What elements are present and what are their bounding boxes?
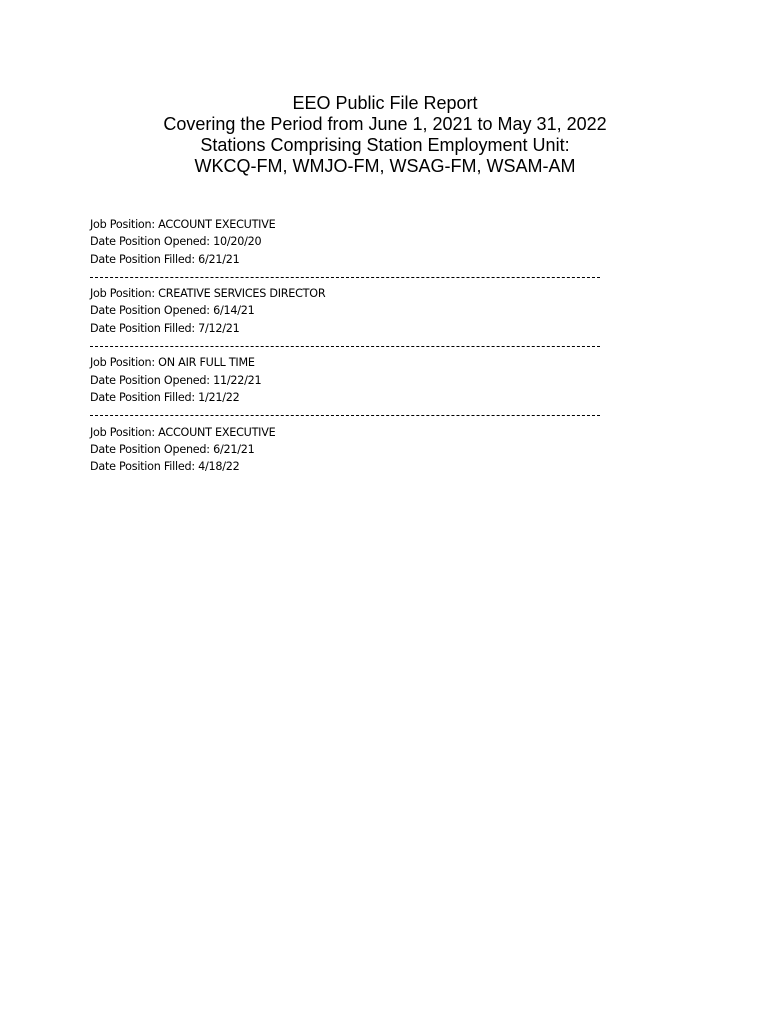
employment-unit-label: Stations Comprising Station Employment Unit: <box>200 135 570 155</box>
job-position: Job Position: ACCOUNT EXECUTIVE <box>90 425 276 439</box>
job-entry <box>90 424 610 476</box>
job-entry <box>90 285 610 337</box>
date-opened: Date Position Opened: 6/14/21 <box>90 304 255 318</box>
job-position: Job Position: ACCOUNT EXECUTIVE <box>90 218 276 231</box>
job-entry <box>90 216 610 268</box>
station-list: WKCQ-FM, WMJO-FM, WSAG-FM, WSAM-AM <box>194 156 576 176</box>
date-filled: Date Position Filled: 1/21/22 <box>90 390 240 404</box>
job-position: Job Position: ON AIR FULL TIME <box>90 356 255 370</box>
report-title: EEO Public File Report <box>292 93 478 113</box>
job-position: Job Position: CREATIVE SERVICES DIRECTOR <box>90 287 326 301</box>
job-listings <box>90 216 610 475</box>
date-filled: Date Position Filled: 7/12/21 <box>90 321 240 335</box>
date-filled: Date Position Filled: 4/18/22 <box>90 460 240 474</box>
dashed-separator <box>90 337 610 354</box>
date-opened: Date Position Opened: 11/22/21 <box>90 373 262 387</box>
dashed-separator <box>90 268 610 285</box>
date-opened: Date Position Opened: 6/21/21 <box>90 442 255 456</box>
report-period: Covering the Period from June 1, 2021 to May 31, 2022 <box>163 114 607 134</box>
dashed-separator <box>90 406 610 423</box>
report-header <box>0 93 770 177</box>
job-entry <box>90 354 610 406</box>
date-opened: Date Position Opened: 10/20/20 <box>90 235 262 249</box>
date-filled: Date Position Filled: 6/21/21 <box>90 252 240 266</box>
